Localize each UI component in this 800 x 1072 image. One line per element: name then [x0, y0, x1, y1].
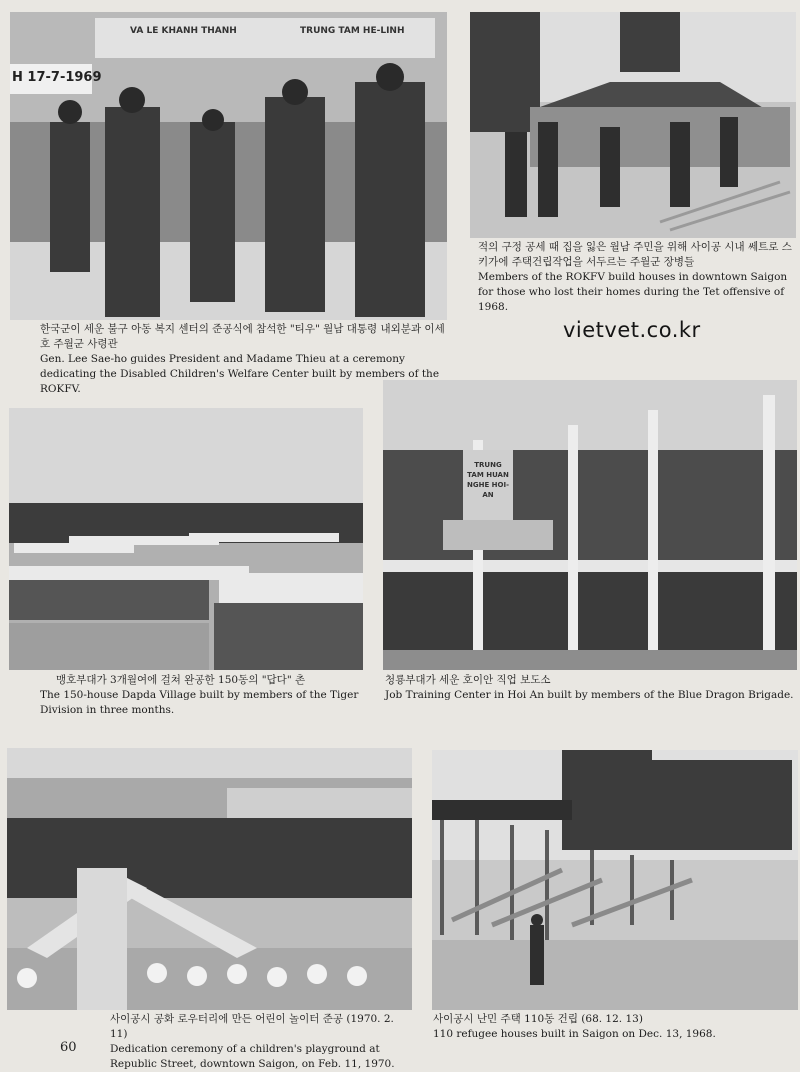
- caption-dapda-village-ko: 맹호부대가 3개월여에 걸쳐 완공한 150동의 "답다" 촌: [56, 674, 306, 686]
- photo-playground: [7, 748, 412, 1010]
- banner-date: H 17-7-1969: [12, 70, 102, 85]
- caption-dapda-village-en: The 150-house Dapda Village built by members of the Tiger Division in three months.: [40, 689, 359, 716]
- caption-ceremony-ko: 한국군이 세운 불구 아동 복지 센터의 준공식에 참석한 "티우" 월남 대통령 내외분과 이세호 주월군 사령관: [40, 323, 445, 350]
- caption-job-center-en: Job Training Center in Hoi An built by members of the Blue Dragon Brigade.: [385, 689, 794, 701]
- caption-saigon-houses: [478, 240, 793, 315]
- banner-left-text: VA LE KHANH THANH: [130, 26, 237, 36]
- caption-playground: [110, 1012, 410, 1072]
- caption-saigon-houses-en: Members of the ROKFV build houses in downtown Saigon for those who lost their homes during the Tet offensive of 1968.: [478, 271, 788, 313]
- photo-saigon-houses: [470, 12, 796, 238]
- caption-refugee-houses-ko: 사이공시 난민 주택 110동 건립 (68. 12. 13): [433, 1013, 643, 1025]
- photo-refugee-houses: [432, 750, 798, 1010]
- caption-saigon-houses-ko: 적의 구정 공세 때 집을 잃은 월남 주민을 위해 사이공 시내 쎄트로 스키가에 주택건립작업을 서두르는 주월군 장병들: [478, 241, 792, 268]
- caption-refugee-houses-en: 110 refugee houses built in Saigon on Dec. 13, 1968.: [433, 1028, 716, 1040]
- banner-right-text: TRUNG TAM HE-LINH: [300, 26, 405, 36]
- caption-playground-en: Dedication ceremony of a children's playground at Republic Street, downtown Saigon, on Feb. 11, 1970.: [110, 1043, 395, 1070]
- caption-ceremony-en: Gen. Lee Sae-ho guides President and Madame Thieu at a ceremony dedicating the Disabled Children's Welfare Center built by members of the ROKFV.: [40, 353, 440, 395]
- caption-job-center-ko: 청룡부대가 세운 호이안 직업 보도소: [385, 674, 551, 686]
- caption-job-center: [385, 673, 795, 703]
- caption-refugee-houses: [433, 1012, 793, 1042]
- photo-job-center: [383, 380, 797, 670]
- watermark: vietvet.co.kr: [563, 318, 701, 342]
- page-number: 60: [60, 1040, 77, 1055]
- caption-dapda-village: [40, 673, 368, 718]
- photo-ceremony: [10, 12, 447, 320]
- caption-playground-ko: 사이공시 공화 로우터리에 만든 어린이 놀이터 준공 (1970. 2. 11): [110, 1013, 394, 1040]
- center-sign-text: TRUNG TAM HUAN NGHE HOI-AN: [467, 461, 509, 499]
- photo-dapda-village: [9, 408, 363, 670]
